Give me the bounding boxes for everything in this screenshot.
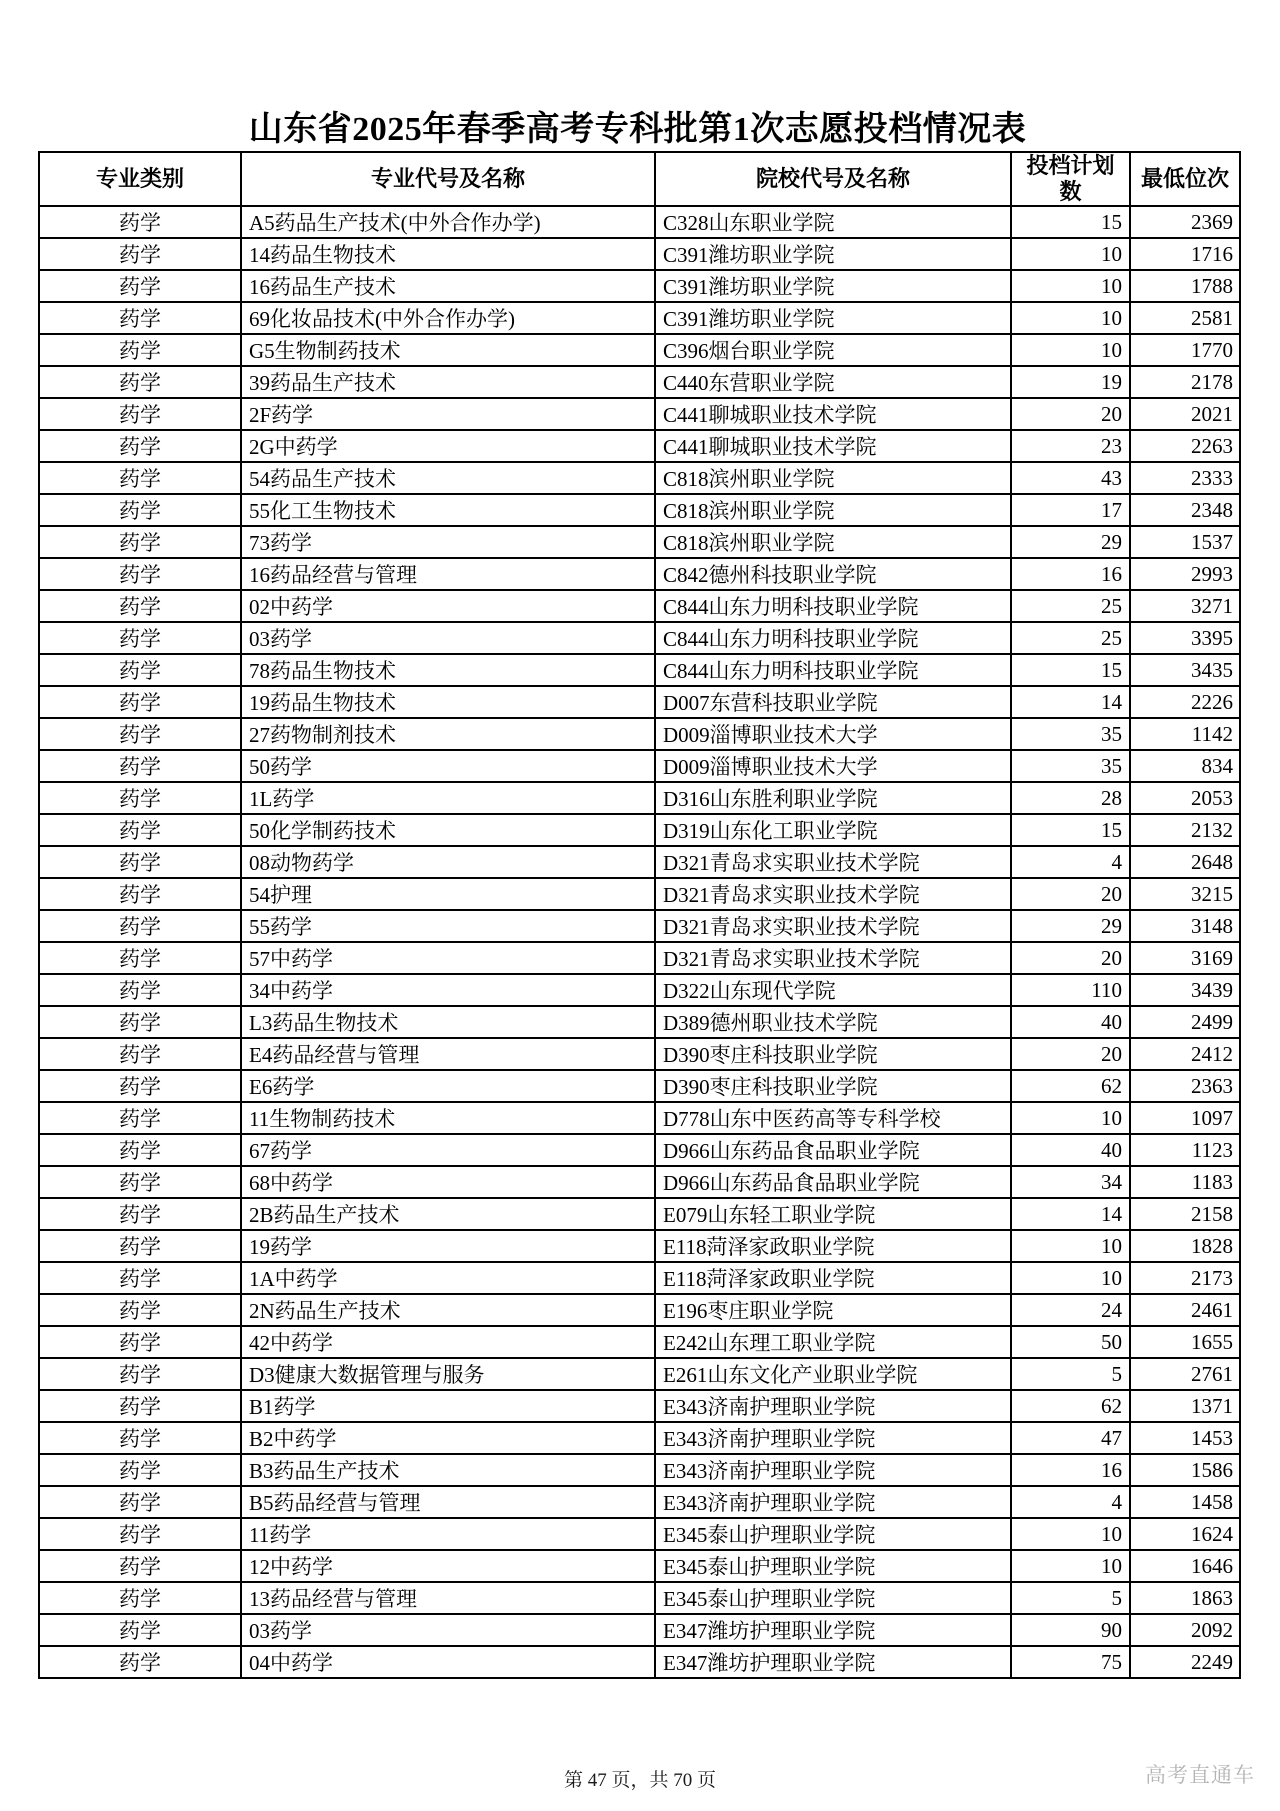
header-college-code-name-label: 院校代号及名称 [755,166,910,191]
major-category-cell: 药学 [39,1038,241,1070]
major-category-cell: 药学 [39,1390,241,1422]
college-code-name-cell: E347潍坊护理职业学院 [655,1646,1011,1678]
table-row [39,1358,1240,1390]
college-code-name-cell: E343济南护理职业学院 [655,1486,1011,1518]
plan-count-cell: 62 [1011,1070,1130,1102]
major-category-cell: 药学 [39,1102,241,1134]
table-row [39,1230,1240,1262]
college-code-name-cell: D009淄博职业技术大学 [655,718,1011,750]
major-category-cell: 药学 [39,590,241,622]
major-code-name-cell: 69化妆品技术(中外合作办学) [241,302,655,334]
min-rank-cell: 3439 [1130,974,1240,1006]
major-category-cell: 药学 [39,1422,241,1454]
plan-count-cell: 20 [1011,398,1130,430]
table-row [39,1422,1240,1454]
plan-count-cell: 19 [1011,366,1130,398]
min-rank-cell: 3395 [1130,622,1240,654]
plan-count-cell: 10 [1011,1262,1130,1294]
college-code-name-cell: C391潍坊职业学院 [655,270,1011,302]
major-category-cell: 药学 [39,1294,241,1326]
major-category-cell: 药学 [39,1518,241,1550]
major-category-cell: 药学 [39,558,241,590]
plan-count-cell: 29 [1011,526,1130,558]
table-row [39,1102,1240,1134]
min-rank-cell: 2499 [1130,1006,1240,1038]
major-code-name-cell: 39药品生产技术 [241,366,655,398]
college-code-name-cell: C441聊城职业技术学院 [655,430,1011,462]
major-code-name-cell: 03药学 [241,622,655,654]
college-code-name-cell: D321青岛求实职业技术学院 [655,942,1011,974]
major-category-cell: 药学 [39,526,241,558]
college-code-name-cell: D389德州职业技术学院 [655,1006,1011,1038]
table-row [39,334,1240,366]
plan-count-cell: 14 [1011,1198,1130,1230]
college-code-name-cell: D322山东现代学院 [655,974,1011,1006]
table-row [39,878,1240,910]
major-category-cell: 药学 [39,622,241,654]
table-row [39,1294,1240,1326]
min-rank-cell: 2581 [1130,302,1240,334]
plan-count-cell: 75 [1011,1646,1130,1678]
header-min-rank [1130,152,1240,206]
major-category-cell: 药学 [39,878,241,910]
college-code-name-cell: E345泰山护理职业学院 [655,1550,1011,1582]
major-category-cell: 药学 [39,686,241,718]
major-category-cell: 药学 [39,1646,241,1678]
major-category-cell: 药学 [39,654,241,686]
min-rank-cell: 2249 [1130,1646,1240,1678]
major-category-cell: 药学 [39,366,241,398]
college-code-name-cell: E196枣庄职业学院 [655,1294,1011,1326]
college-code-name-cell: D778山东中医药高等专科学校 [655,1102,1011,1134]
major-category-cell: 药学 [39,942,241,974]
min-rank-cell: 1828 [1130,1230,1240,1262]
college-code-name-cell: D390枣庄科技职业学院 [655,1038,1011,1070]
min-rank-cell: 2648 [1130,846,1240,878]
college-code-name-cell: C328山东职业学院 [655,206,1011,238]
major-category-cell: 药学 [39,334,241,366]
major-code-name-cell: B5药品经营与管理 [241,1486,655,1518]
college-code-name-cell: D321青岛求实职业技术学院 [655,846,1011,878]
major-category-cell: 药学 [39,1230,241,1262]
min-rank-cell: 1097 [1130,1102,1240,1134]
major-category-cell: 药学 [39,302,241,334]
plan-count-cell: 10 [1011,302,1130,334]
table-row [39,1006,1240,1038]
major-code-name-cell: 2N药品生产技术 [241,1294,655,1326]
college-code-name-cell: C391潍坊职业学院 [655,238,1011,270]
min-rank-cell: 1863 [1130,1582,1240,1614]
page-number: 第 47 页，共 70 页 [563,1770,716,1791]
plan-count-cell: 10 [1011,270,1130,302]
major-code-name-cell: 55药学 [241,910,655,942]
table-row [39,206,1240,238]
college-code-name-cell: C440东营职业学院 [655,366,1011,398]
min-rank-cell: 1183 [1130,1166,1240,1198]
college-code-name-cell: E261山东文化产业职业学院 [655,1358,1011,1390]
table-row [39,1166,1240,1198]
plan-count-cell: 5 [1011,1358,1130,1390]
plan-count-cell: 10 [1011,334,1130,366]
table-row [39,1038,1240,1070]
table-row [39,1486,1240,1518]
college-code-name-cell: D009淄博职业技术大学 [655,750,1011,782]
major-code-name-cell: E6药学 [241,1070,655,1102]
college-code-name-cell: D007东营科技职业学院 [655,686,1011,718]
college-code-name-cell: E347潍坊护理职业学院 [655,1614,1011,1646]
min-rank-cell: 2226 [1130,686,1240,718]
plan-count-cell: 35 [1011,750,1130,782]
min-rank-cell: 2369 [1130,206,1240,238]
major-code-name-cell: 16药品经营与管理 [241,558,655,590]
plan-count-cell: 10 [1011,1102,1130,1134]
major-code-name-cell: 2B药品生产技术 [241,1198,655,1230]
major-code-name-cell: A5药品生产技术(中外合作办学) [241,206,655,238]
major-code-name-cell: 55化工生物技术 [241,494,655,526]
table-row [39,750,1240,782]
college-code-name-cell: C818滨州职业学院 [655,526,1011,558]
college-code-name-cell: E242山东理工职业学院 [655,1326,1011,1358]
major-code-name-cell: 54药品生产技术 [241,462,655,494]
major-code-name-cell: 12中药学 [241,1550,655,1582]
min-rank-cell: 1453 [1130,1422,1240,1454]
plan-count-cell: 47 [1011,1422,1130,1454]
college-code-name-cell: E343济南护理职业学院 [655,1454,1011,1486]
major-code-name-cell: 54护理 [241,878,655,910]
major-code-name-cell: 2F药学 [241,398,655,430]
plan-count-cell: 16 [1011,1454,1130,1486]
header-plan-count [1011,152,1130,206]
table-row [39,526,1240,558]
major-category-cell: 药学 [39,1006,241,1038]
major-category-cell: 药学 [39,462,241,494]
major-code-name-cell: 19药学 [241,1230,655,1262]
min-rank-cell: 2412 [1130,1038,1240,1070]
major-category-cell: 药学 [39,974,241,1006]
college-code-name-cell: C844山东力明科技职业学院 [655,590,1011,622]
min-rank-cell: 2021 [1130,398,1240,430]
major-category-cell: 药学 [39,1134,241,1166]
major-code-name-cell: 02中药学 [241,590,655,622]
min-rank-cell: 1770 [1130,334,1240,366]
plan-count-cell: 90 [1011,1614,1130,1646]
table-row [39,1582,1240,1614]
plan-count-cell: 35 [1011,718,1130,750]
plan-count-cell: 34 [1011,1166,1130,1198]
plan-count-cell: 10 [1011,1518,1130,1550]
major-category-cell: 药学 [39,494,241,526]
min-rank-cell: 2263 [1130,430,1240,462]
table-row [39,1198,1240,1230]
major-code-name-cell: 19药品生物技术 [241,686,655,718]
major-category-cell: 药学 [39,1326,241,1358]
major-category-cell: 药学 [39,1198,241,1230]
plan-count-cell: 40 [1011,1006,1130,1038]
major-code-name-cell: D3健康大数据管理与服务 [241,1358,655,1390]
table-row [39,782,1240,814]
college-code-name-cell: C842德州科技职业学院 [655,558,1011,590]
major-code-name-cell: 68中药学 [241,1166,655,1198]
table-row [39,846,1240,878]
plan-count-cell: 50 [1011,1326,1130,1358]
min-rank-cell: 1123 [1130,1134,1240,1166]
major-code-name-cell: 03药学 [241,1614,655,1646]
min-rank-cell: 3271 [1130,590,1240,622]
table-row [39,238,1240,270]
major-category-cell: 药学 [39,718,241,750]
college-code-name-cell: E118菏泽家政职业学院 [655,1230,1011,1262]
plan-count-cell: 20 [1011,878,1130,910]
major-category-cell: 药学 [39,1582,241,1614]
plan-count-cell: 14 [1011,686,1130,718]
major-code-name-cell: 50药学 [241,750,655,782]
major-category-cell: 药学 [39,238,241,270]
header-major-code-name [241,152,655,206]
table-row [39,974,1240,1006]
college-code-name-cell: D321青岛求实职业技术学院 [655,878,1011,910]
min-rank-cell: 1458 [1130,1486,1240,1518]
min-rank-cell: 3215 [1130,878,1240,910]
table-row [39,398,1240,430]
table-body [39,206,1240,1678]
table-row [39,1134,1240,1166]
major-code-name-cell: B2中药学 [241,1422,655,1454]
major-code-name-cell: 27药物制剂技术 [241,718,655,750]
plan-count-cell: 20 [1011,942,1130,974]
plan-count-cell: 10 [1011,1550,1130,1582]
major-category-cell: 药学 [39,1358,241,1390]
table-row [39,1646,1240,1678]
major-code-name-cell: G5生物制药技术 [241,334,655,366]
table-row [39,1614,1240,1646]
table-header-row [39,152,1240,206]
table-row [39,686,1240,718]
plan-count-cell: 5 [1011,1582,1130,1614]
major-category-cell: 药学 [39,1166,241,1198]
plan-count-cell: 29 [1011,910,1130,942]
major-code-name-cell: 11生物制药技术 [241,1102,655,1134]
table-row [39,1550,1240,1582]
major-category-cell: 药学 [39,910,241,942]
major-category-cell: 药学 [39,1454,241,1486]
major-category-cell: 药学 [39,270,241,302]
plan-count-cell: 43 [1011,462,1130,494]
major-category-cell: 药学 [39,1550,241,1582]
min-rank-cell: 2333 [1130,462,1240,494]
min-rank-cell: 1142 [1130,718,1240,750]
college-code-name-cell: C441聊城职业技术学院 [655,398,1011,430]
table-row [39,494,1240,526]
major-code-name-cell: 08动物药学 [241,846,655,878]
college-code-name-cell: E343济南护理职业学院 [655,1422,1011,1454]
min-rank-cell: 1371 [1130,1390,1240,1422]
plan-count-cell: 15 [1011,654,1130,686]
major-code-name-cell: 14药品生物技术 [241,238,655,270]
major-code-name-cell: 57中药学 [241,942,655,974]
major-code-name-cell: 50化学制药技术 [241,814,655,846]
plan-count-cell: 17 [1011,494,1130,526]
min-rank-cell: 2178 [1130,366,1240,398]
plan-count-cell: 4 [1011,846,1130,878]
college-code-name-cell: D319山东化工职业学院 [655,814,1011,846]
table-row [39,1518,1240,1550]
major-code-name-cell: 78药品生物技术 [241,654,655,686]
college-code-name-cell: E079山东轻工职业学院 [655,1198,1011,1230]
header-major-code-name-label: 专业代号及名称 [370,166,525,191]
table-row [39,942,1240,974]
min-rank-cell: 3169 [1130,942,1240,974]
table-row [39,558,1240,590]
page-title: 山东省2025年春季高考专科批第1次志愿投档情况表 [248,111,1027,148]
plan-count-cell: 4 [1011,1486,1130,1518]
table-row [39,1262,1240,1294]
min-rank-cell: 1537 [1130,526,1240,558]
college-code-name-cell: E345泰山护理职业学院 [655,1518,1011,1550]
min-rank-cell: 3435 [1130,654,1240,686]
major-category-cell: 药学 [39,206,241,238]
major-category-cell: 药学 [39,1070,241,1102]
min-rank-cell: 2158 [1130,1198,1240,1230]
min-rank-cell: 834 [1130,750,1240,782]
table-row [39,462,1240,494]
table-row [39,1454,1240,1486]
major-category-cell: 药学 [39,814,241,846]
college-code-name-cell: E345泰山护理职业学院 [655,1582,1011,1614]
college-code-name-cell: E118菏泽家政职业学院 [655,1262,1011,1294]
min-rank-cell: 2132 [1130,814,1240,846]
major-code-name-cell: 67药学 [241,1134,655,1166]
table-row [39,1070,1240,1102]
min-rank-cell: 1655 [1130,1326,1240,1358]
header-major-category-label: 专业类别 [95,166,184,191]
major-code-name-cell: 34中药学 [241,974,655,1006]
college-code-name-cell: D316山东胜利职业学院 [655,782,1011,814]
min-rank-cell: 1586 [1130,1454,1240,1486]
major-code-name-cell: 11药学 [241,1518,655,1550]
plan-count-cell: 10 [1011,238,1130,270]
table-row [39,718,1240,750]
plan-count-cell: 24 [1011,1294,1130,1326]
major-code-name-cell: 73药学 [241,526,655,558]
major-category-cell: 药学 [39,430,241,462]
min-rank-cell: 2993 [1130,558,1240,590]
major-code-name-cell: 1L药学 [241,782,655,814]
college-code-name-cell: D966山东药品食品职业学院 [655,1166,1011,1198]
major-code-name-cell: 2G中药学 [241,430,655,462]
major-code-name-cell: 13药品经营与管理 [241,1582,655,1614]
table-row [39,654,1240,686]
major-code-name-cell: 42中药学 [241,1326,655,1358]
table-row [39,302,1240,334]
table-row [39,622,1240,654]
college-code-name-cell: C396烟台职业学院 [655,334,1011,366]
plan-count-cell: 10 [1011,1230,1130,1262]
major-category-cell: 药学 [39,750,241,782]
college-code-name-cell: D390枣庄科技职业学院 [655,1070,1011,1102]
min-rank-cell: 1624 [1130,1518,1240,1550]
major-category-cell: 药学 [39,1614,241,1646]
table-row [39,270,1240,302]
plan-count-cell: 25 [1011,622,1130,654]
plan-count-cell: 15 [1011,206,1130,238]
plan-count-cell: 20 [1011,1038,1130,1070]
min-rank-cell: 1646 [1130,1550,1240,1582]
min-rank-cell: 3148 [1130,910,1240,942]
major-code-name-cell: 04中药学 [241,1646,655,1678]
college-code-name-cell: D321青岛求实职业技术学院 [655,910,1011,942]
header-major-category [39,152,241,206]
major-code-name-cell: 1A中药学 [241,1262,655,1294]
min-rank-cell: 2461 [1130,1294,1240,1326]
min-rank-cell: 1788 [1130,270,1240,302]
watermark: 高考直通车 [1145,1764,1255,1787]
plan-count-cell: 40 [1011,1134,1130,1166]
major-code-name-cell: E4药品经营与管理 [241,1038,655,1070]
min-rank-cell: 2173 [1130,1262,1240,1294]
header-college-code-name [655,152,1011,206]
college-code-name-cell: C818滨州职业学院 [655,462,1011,494]
major-category-cell: 药学 [39,782,241,814]
min-rank-cell: 1716 [1130,238,1240,270]
college-code-name-cell: C844山东力明科技职业学院 [655,654,1011,686]
plan-count-cell: 28 [1011,782,1130,814]
plan-count-cell: 25 [1011,590,1130,622]
major-code-name-cell: 16药品生产技术 [241,270,655,302]
header-min-rank-label: 最低位次 [1140,166,1229,191]
table-row [39,430,1240,462]
college-code-name-cell: E343济南护理职业学院 [655,1390,1011,1422]
major-code-name-cell: B1药学 [241,1390,655,1422]
college-code-name-cell: C818滨州职业学院 [655,494,1011,526]
min-rank-cell: 2761 [1130,1358,1240,1390]
plan-count-cell: 16 [1011,558,1130,590]
min-rank-cell: 2348 [1130,494,1240,526]
min-rank-cell: 2092 [1130,1614,1240,1646]
major-code-name-cell: L3药品生物技术 [241,1006,655,1038]
table-row [39,1390,1240,1422]
plan-count-cell: 15 [1011,814,1130,846]
table-row [39,1326,1240,1358]
table-row [39,590,1240,622]
major-category-cell: 药学 [39,846,241,878]
plan-count-cell: 110 [1011,974,1130,1006]
college-code-name-cell: C391潍坊职业学院 [655,302,1011,334]
min-rank-cell: 2363 [1130,1070,1240,1102]
major-code-name-cell: B3药品生产技术 [241,1454,655,1486]
table-row [39,814,1240,846]
table-row [39,366,1240,398]
major-category-cell: 药学 [39,1486,241,1518]
min-rank-cell: 2053 [1130,782,1240,814]
major-category-cell: 药学 [39,398,241,430]
table-row [39,910,1240,942]
admission-table [38,151,1241,1679]
college-code-name-cell: C844山东力明科技职业学院 [655,622,1011,654]
major-category-cell: 药学 [39,1262,241,1294]
college-code-name-cell: D966山东药品食品职业学院 [655,1134,1011,1166]
plan-count-cell: 62 [1011,1390,1130,1422]
header-plan-count-label: 投档计划数 [1026,153,1115,204]
plan-count-cell: 23 [1011,430,1130,462]
